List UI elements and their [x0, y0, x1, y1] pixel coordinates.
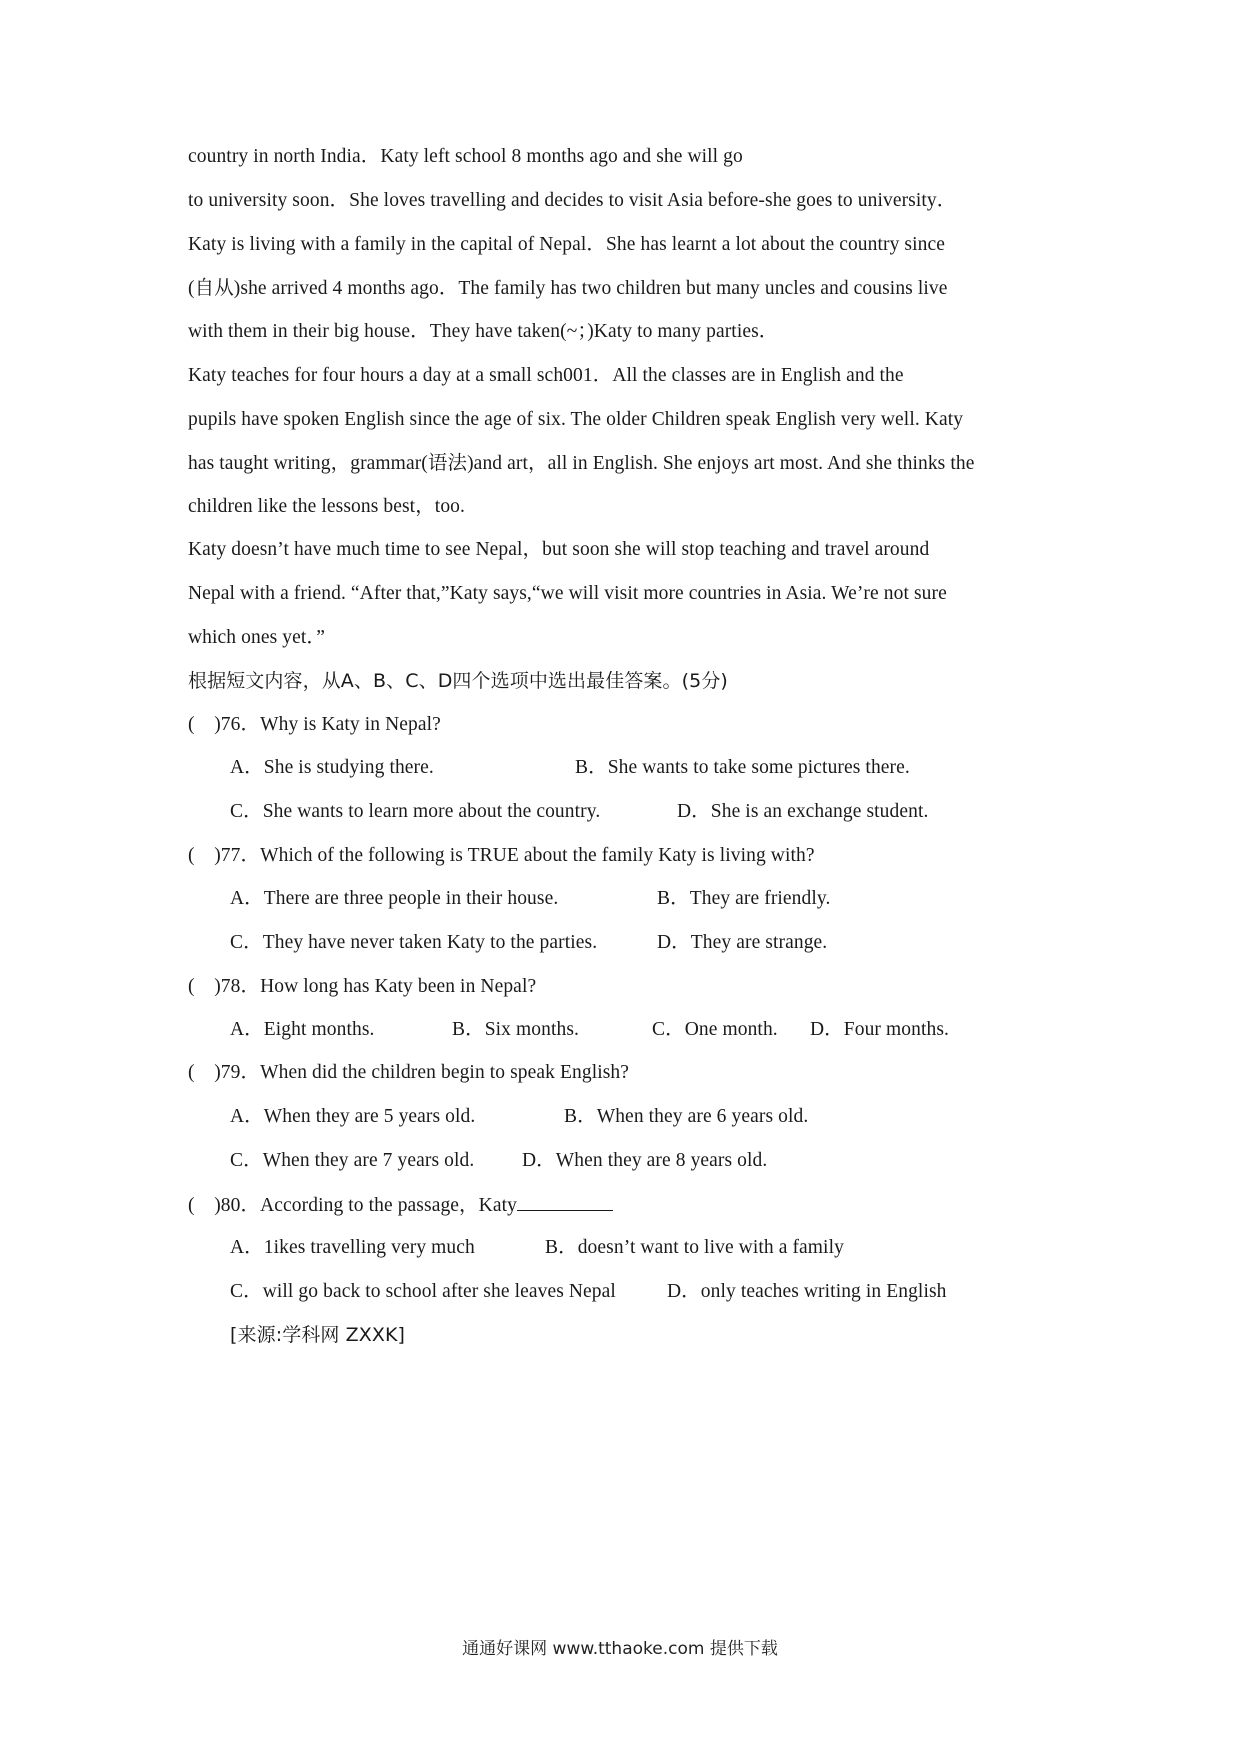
question-77-options-row: [230, 931, 827, 955]
question-76-options-row: [230, 756, 910, 780]
question-80-stem-text: ( )80．According to the passage，Katy: [188, 1195, 517, 1216]
option-b: B．They are friendly.: [657, 888, 831, 909]
question-77-options-row: [230, 887, 830, 911]
option-d: D．When they are 8 years old.: [522, 1150, 768, 1171]
option-b: B．When they are 6 years old.: [564, 1106, 809, 1127]
passage-line: Katy teaches for four hours a day at a small sch001．All the classes are in English and the: [188, 365, 904, 386]
option-c: C．She wants to learn more about the country.: [230, 801, 601, 822]
passage-line: with them in their big house．They have taken(~；)Katy to many parties．: [188, 321, 779, 342]
option-b: B．Six months.: [452, 1019, 579, 1040]
passage-line: to university soon．She loves travelling and decides to visit Asia before-she goes to university．: [188, 190, 957, 211]
question-78-options-row: [230, 1018, 949, 1042]
passage-line: pupils have spoken English since the age of six. The older Children speak English very well. Katy: [188, 409, 964, 430]
option-b: B．She wants to take some pictures there.: [575, 757, 910, 778]
question-80-stem: [188, 1192, 613, 1218]
option-a: A．There are three people in their house.: [230, 888, 559, 909]
option-d: D．She is an exchange student.: [677, 801, 929, 822]
option-d: D．They are strange.: [657, 932, 828, 953]
question-80-options-row: [230, 1280, 947, 1304]
option-a: A．Eight months.: [230, 1019, 375, 1040]
source-note: [来源:学科网 ZXXK]: [230, 1324, 406, 1346]
question-80-options-row: [230, 1236, 844, 1260]
option-d: D．Four months.: [810, 1019, 949, 1040]
option-a: A．1ikes travelling very much: [230, 1237, 475, 1258]
option-c: C．One month.: [652, 1019, 778, 1040]
option-d: D．only teaches writing in English: [667, 1281, 947, 1302]
option-b: B．doesn’t want to live with a family: [545, 1237, 844, 1258]
option-c: C．When they are 7 years old.: [230, 1150, 475, 1171]
option-c: C．They have never taken Katy to the parties.: [230, 932, 598, 953]
passage-line: has taught writing，grammar(语法)and art，all in English. She enjoys art most. And she thinks the: [188, 453, 975, 474]
passage-line: Katy doesn’t have much time to see Nepal，but soon she will stop teaching and travel around: [188, 539, 930, 560]
question-76-options-row: [230, 800, 928, 824]
question-79-options-row: [230, 1149, 767, 1173]
instruction: 根据短文内容，从A、B、C、D四个选项中选出最佳答案。(5分): [188, 670, 728, 692]
question-78-stem: ( )78．How long has Katy been in Nepal?: [188, 976, 537, 997]
passage-line: Katy is living with a family in the capital of Nepal．She has learnt a lot about the country since: [188, 234, 946, 255]
question-76-stem: ( )76．Why is Katy in Nepal?: [188, 714, 441, 735]
question-79-options-row: [230, 1105, 808, 1129]
passage-line: children like the lessons best，too.: [188, 496, 465, 517]
passage-line: country in north India．Katy left school 8 months ago and she will go: [188, 146, 743, 167]
option-a: A．She is studying there.: [230, 757, 434, 778]
passage-line: (自从)she arrived 4 months ago．The family has two children but many uncles and cousins live: [188, 278, 948, 299]
footer-text: 通通好课网 www.tthaoke.com 提供下载: [462, 1639, 778, 1659]
option-a: A．When they are 5 years old.: [230, 1106, 476, 1127]
passage-line: Nepal with a friend. “After that,”Katy says,“we will visit more countries in Asia. We’re not sure: [188, 583, 947, 604]
option-c: C．will go back to school after she leaves Nepal: [230, 1281, 616, 1302]
question-77-stem: ( )77．Which of the following is TRUE about the family Katy is living with?: [188, 845, 815, 866]
question-79-stem: ( )79．When did the children begin to speak English?: [188, 1062, 630, 1083]
passage-line: which ones yet．”: [188, 627, 325, 648]
answer-blank: [517, 1192, 613, 1211]
